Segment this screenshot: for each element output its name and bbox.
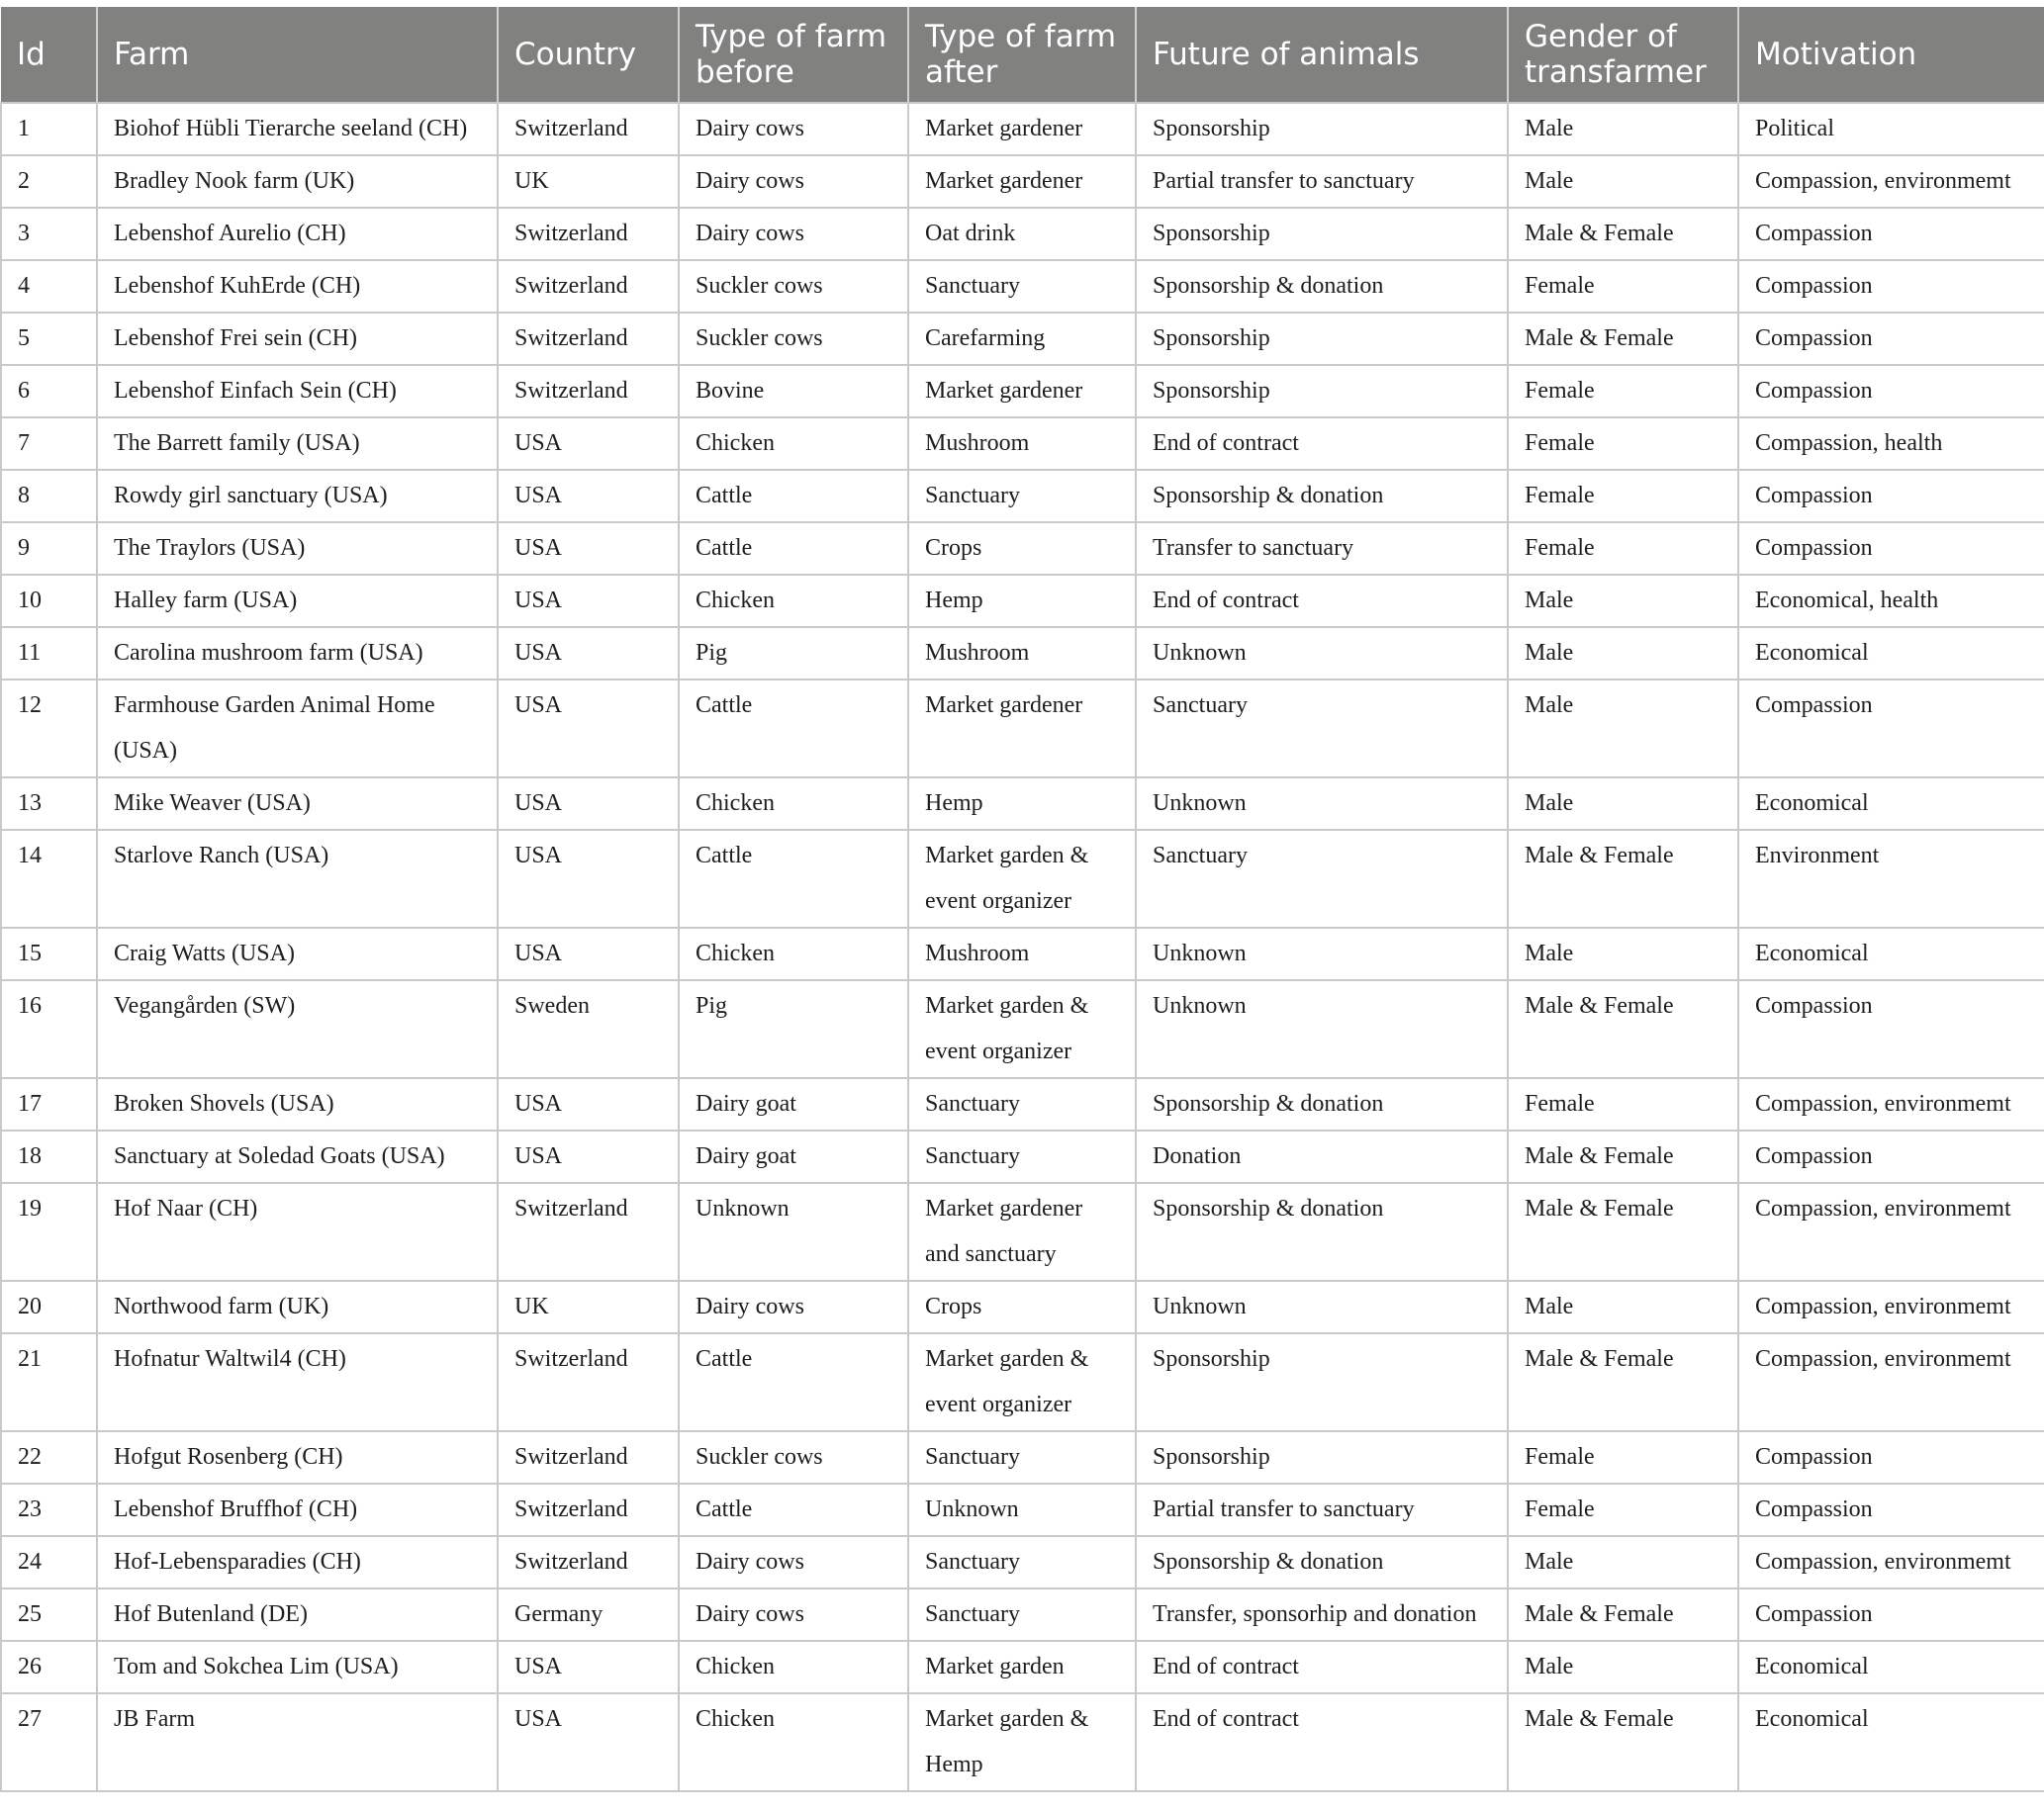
cell-type-after: Market gardener and sanctuary [908, 1183, 1136, 1281]
cell-type-before: Chicken [679, 1693, 908, 1791]
cell-country: USA [498, 417, 679, 470]
table-row [1, 680, 2044, 777]
cell-future-of-animals: Partial transfer to sanctuary [1136, 1484, 1508, 1536]
cell-id: 15 [1, 928, 97, 980]
cell-id: 6 [1, 365, 97, 417]
cell-future-of-animals: Unknown [1136, 928, 1508, 980]
cell-future-of-animals: Sponsorship & donation [1136, 1536, 1508, 1588]
cell-motivation: Compassion [1738, 470, 2044, 522]
cell-id: 8 [1, 470, 97, 522]
table-row [1, 1333, 2044, 1431]
cell-future-of-animals: Sponsorship & donation [1136, 1183, 1508, 1281]
header-row [1, 7, 2044, 103]
cell-future-of-animals: Donation [1136, 1131, 1508, 1183]
cell-type-before: Cattle [679, 680, 908, 777]
cell-id: 17 [1, 1078, 97, 1131]
cell-country: USA [498, 777, 679, 830]
cell-id: 10 [1, 575, 97, 627]
column-header-future-of-animals: Future of animals [1136, 7, 1508, 103]
cell-gender: Male [1508, 103, 1738, 155]
cell-future-of-animals: Partial transfer to sanctuary [1136, 155, 1508, 208]
cell-future-of-animals: Transfer, sponsorhip and donation [1136, 1588, 1508, 1641]
cell-type-before: Dairy cows [679, 208, 908, 260]
cell-type-before: Dairy goat [679, 1078, 908, 1131]
cell-farm: Lebenshof Aurelio (CH) [97, 208, 498, 260]
cell-farm: Tom and Sokchea Lim (USA) [97, 1641, 498, 1693]
cell-type-before: Cattle [679, 1484, 908, 1536]
cell-farm: Hof-Lebensparadies (CH) [97, 1536, 498, 1588]
cell-type-before: Cattle [679, 470, 908, 522]
table-row [1, 208, 2044, 260]
table-row [1, 260, 2044, 313]
cell-id: 20 [1, 1281, 97, 1333]
column-header-id: Id [1, 7, 97, 103]
cell-type-after: Market gardener [908, 155, 1136, 208]
cell-motivation: Compassion [1738, 522, 2044, 575]
cell-motivation: Compassion [1738, 1131, 2044, 1183]
cell-gender: Female [1508, 365, 1738, 417]
cell-motivation: Compassion [1738, 1484, 2044, 1536]
cell-type-before: Cattle [679, 1333, 908, 1431]
cell-farm: Bradley Nook farm (UK) [97, 155, 498, 208]
cell-future-of-animals: Sponsorship & donation [1136, 1078, 1508, 1131]
cell-gender: Female [1508, 260, 1738, 313]
table-row [1, 313, 2044, 365]
table-row [1, 1183, 2044, 1281]
cell-type-after: Carefarming [908, 313, 1136, 365]
cell-country: UK [498, 155, 679, 208]
cell-type-before: Unknown [679, 1183, 908, 1281]
cell-id: 4 [1, 260, 97, 313]
cell-country: Germany [498, 1588, 679, 1641]
cell-motivation: Compassion [1738, 980, 2044, 1078]
cell-type-after: Market gardener [908, 365, 1136, 417]
cell-id: 27 [1, 1693, 97, 1791]
cell-future-of-animals: Sponsorship [1136, 208, 1508, 260]
cell-motivation: Economical [1738, 1641, 2044, 1693]
cell-motivation: Compassion [1738, 1588, 2044, 1641]
cell-farm: Biohof Hübli Tierarche seeland (CH) [97, 103, 498, 155]
table-row [1, 1131, 2044, 1183]
cell-country: USA [498, 627, 679, 680]
cell-id: 7 [1, 417, 97, 470]
cell-farm: Mike Weaver (USA) [97, 777, 498, 830]
cell-type-after: Sanctuary [908, 260, 1136, 313]
cell-type-after: Market gardener [908, 680, 1136, 777]
cell-id: 25 [1, 1588, 97, 1641]
table-row [1, 928, 2044, 980]
cell-farm: Farmhouse Garden Animal Home (USA) [97, 680, 498, 777]
cell-id: 19 [1, 1183, 97, 1281]
cell-future-of-animals: Unknown [1136, 627, 1508, 680]
cell-future-of-animals: Sponsorship [1136, 313, 1508, 365]
cell-type-after: Crops [908, 522, 1136, 575]
cell-type-after: Sanctuary [908, 470, 1136, 522]
cell-farm: Hof Naar (CH) [97, 1183, 498, 1281]
cell-type-after: Market garden & event organizer [908, 1333, 1136, 1431]
cell-farm: The Barrett family (USA) [97, 417, 498, 470]
table-row [1, 103, 2044, 155]
cell-motivation: Compassion [1738, 208, 2044, 260]
cell-type-after: Hemp [908, 575, 1136, 627]
cell-id: 5 [1, 313, 97, 365]
cell-gender: Female [1508, 470, 1738, 522]
cell-country: USA [498, 680, 679, 777]
cell-motivation: Economical, health [1738, 575, 2044, 627]
cell-id: 12 [1, 680, 97, 777]
cell-type-before: Cattle [679, 830, 908, 928]
table-row [1, 155, 2044, 208]
cell-id: 18 [1, 1131, 97, 1183]
table-row [1, 627, 2044, 680]
cell-future-of-animals: Sponsorship & donation [1136, 260, 1508, 313]
cell-type-before: Dairy cows [679, 1281, 908, 1333]
cell-gender: Female [1508, 417, 1738, 470]
cell-farm: Lebenshof Bruffhof (CH) [97, 1484, 498, 1536]
cell-id: 24 [1, 1536, 97, 1588]
cell-future-of-animals: Transfer to sanctuary [1136, 522, 1508, 575]
cell-gender: Male [1508, 575, 1738, 627]
cell-motivation: Environment [1738, 830, 2044, 928]
cell-future-of-animals: Sanctuary [1136, 680, 1508, 777]
cell-country: USA [498, 1131, 679, 1183]
cell-motivation: Economical [1738, 1693, 2044, 1791]
cell-farm: JB Farm [97, 1693, 498, 1791]
cell-motivation: Compassion, environmemt [1738, 1536, 2044, 1588]
cell-type-after: Sanctuary [908, 1131, 1136, 1183]
cell-type-after: Oat drink [908, 208, 1136, 260]
cell-gender: Male & Female [1508, 980, 1738, 1078]
cell-future-of-animals: End of contract [1136, 1693, 1508, 1791]
column-header-type-after: Type of farm after [908, 7, 1136, 103]
cell-type-after: Hemp [908, 777, 1136, 830]
cell-motivation: Political [1738, 103, 2044, 155]
cell-country: USA [498, 470, 679, 522]
cell-type-after: Market garden [908, 1641, 1136, 1693]
cell-country: USA [498, 522, 679, 575]
table-row [1, 470, 2044, 522]
cell-future-of-animals: Sponsorship [1136, 365, 1508, 417]
table-row [1, 365, 2044, 417]
cell-gender: Male & Female [1508, 208, 1738, 260]
cell-motivation: Economical [1738, 777, 2044, 830]
cell-country: Sweden [498, 980, 679, 1078]
cell-country: USA [498, 1078, 679, 1131]
table-row [1, 1078, 2044, 1131]
cell-type-after: Mushroom [908, 417, 1136, 470]
table-row [1, 522, 2044, 575]
table-row [1, 1641, 2044, 1693]
cell-type-before: Dairy cows [679, 1588, 908, 1641]
cell-farm: Rowdy girl sanctuary (USA) [97, 470, 498, 522]
cell-motivation: Economical [1738, 928, 2044, 980]
cell-gender: Male [1508, 777, 1738, 830]
cell-country: Switzerland [498, 260, 679, 313]
cell-farm: Carolina mushroom farm (USA) [97, 627, 498, 680]
cell-motivation: Compassion [1738, 365, 2044, 417]
cell-country: Switzerland [498, 208, 679, 260]
cell-id: 22 [1, 1431, 97, 1484]
cell-farm: Starlove Ranch (USA) [97, 830, 498, 928]
cell-farm: Hof Butenland (DE) [97, 1588, 498, 1641]
cell-motivation: Compassion, environmemt [1738, 1333, 2044, 1431]
table-row [1, 1536, 2044, 1588]
cell-gender: Female [1508, 1431, 1738, 1484]
cell-type-before: Dairy cows [679, 103, 908, 155]
cell-motivation: Compassion, health [1738, 417, 2044, 470]
cell-country: USA [498, 1641, 679, 1693]
column-header-farm: Farm [97, 7, 498, 103]
cell-motivation: Compassion [1738, 680, 2044, 777]
cell-gender: Male & Female [1508, 1693, 1738, 1791]
table-row [1, 575, 2044, 627]
cell-id: 13 [1, 777, 97, 830]
cell-type-after: Market garden & Hemp [908, 1693, 1136, 1791]
cell-future-of-animals: Unknown [1136, 1281, 1508, 1333]
cell-gender: Male & Female [1508, 1183, 1738, 1281]
column-header-country: Country [498, 7, 679, 103]
cell-motivation: Compassion [1738, 1431, 2044, 1484]
cell-gender: Male [1508, 1641, 1738, 1693]
cell-country: USA [498, 830, 679, 928]
cell-type-before: Chicken [679, 928, 908, 980]
cell-country: Switzerland [498, 365, 679, 417]
cell-future-of-animals: End of contract [1136, 417, 1508, 470]
cell-gender: Female [1508, 522, 1738, 575]
cell-gender: Male [1508, 1281, 1738, 1333]
cell-motivation: Compassion, environmemt [1738, 1281, 2044, 1333]
cell-country: Switzerland [498, 1333, 679, 1431]
cell-gender: Female [1508, 1484, 1738, 1536]
cell-type-after: Sanctuary [908, 1536, 1136, 1588]
cell-id: 1 [1, 103, 97, 155]
cell-type-before: Dairy cows [679, 1536, 908, 1588]
cell-motivation: Compassion [1738, 313, 2044, 365]
cell-gender: Male [1508, 928, 1738, 980]
cell-future-of-animals: End of contract [1136, 575, 1508, 627]
table-body [1, 103, 2044, 1791]
cell-type-before: Suckler cows [679, 1431, 908, 1484]
cell-country: Switzerland [498, 1183, 679, 1281]
cell-farm: Hofgut Rosenberg (CH) [97, 1431, 498, 1484]
cell-country: USA [498, 928, 679, 980]
cell-type-before: Suckler cows [679, 313, 908, 365]
cell-gender: Female [1508, 1078, 1738, 1131]
cell-future-of-animals: Sponsorship [1136, 1431, 1508, 1484]
cell-farm: Lebenshof Frei sein (CH) [97, 313, 498, 365]
cell-gender: Male [1508, 1536, 1738, 1588]
cell-country: Switzerland [498, 103, 679, 155]
table-header [1, 7, 2044, 103]
column-header-type-before: Type of farm before [679, 7, 908, 103]
table-row [1, 777, 2044, 830]
cell-type-after: Sanctuary [908, 1588, 1136, 1641]
cell-type-before: Bovine [679, 365, 908, 417]
cell-type-after: Market garden & event organizer [908, 980, 1136, 1078]
cell-type-after: Mushroom [908, 627, 1136, 680]
cell-farm: Craig Watts (USA) [97, 928, 498, 980]
cell-country: Switzerland [498, 1484, 679, 1536]
cell-id: 2 [1, 155, 97, 208]
column-header-motivation: Motivation [1738, 7, 2044, 103]
cell-type-after: Sanctuary [908, 1431, 1136, 1484]
cell-type-before: Chicken [679, 575, 908, 627]
cell-country: USA [498, 1693, 679, 1791]
cell-country: Switzerland [498, 1431, 679, 1484]
cell-type-before: Dairy goat [679, 1131, 908, 1183]
cell-farm: Hofnatur Waltwil4 (CH) [97, 1333, 498, 1431]
cell-type-before: Chicken [679, 777, 908, 830]
cell-farm: Lebenshof Einfach Sein (CH) [97, 365, 498, 417]
cell-gender: Male & Female [1508, 1588, 1738, 1641]
cell-future-of-animals: Sponsorship [1136, 1333, 1508, 1431]
cell-type-after: Mushroom [908, 928, 1136, 980]
cell-gender: Male [1508, 680, 1738, 777]
cell-future-of-animals: Unknown [1136, 980, 1508, 1078]
cell-type-before: Pig [679, 980, 908, 1078]
cell-motivation: Economical [1738, 627, 2044, 680]
table-row [1, 1693, 2044, 1791]
cell-motivation: Compassion, environmemt [1738, 1183, 2044, 1281]
cell-id: 14 [1, 830, 97, 928]
cell-id: 11 [1, 627, 97, 680]
cell-type-after: Market garden & event organizer [908, 830, 1136, 928]
cell-gender: Male & Female [1508, 1131, 1738, 1183]
cell-gender: Male & Female [1508, 830, 1738, 928]
cell-type-before: Dairy cows [679, 155, 908, 208]
cell-future-of-animals: Sponsorship & donation [1136, 470, 1508, 522]
cell-farm: The Traylors (USA) [97, 522, 498, 575]
cell-future-of-animals: Sanctuary [1136, 830, 1508, 928]
cell-motivation: Compassion [1738, 260, 2044, 313]
cell-type-after: Market gardener [908, 103, 1136, 155]
cell-id: 3 [1, 208, 97, 260]
cell-type-before: Cattle [679, 522, 908, 575]
cell-id: 23 [1, 1484, 97, 1536]
cell-future-of-animals: Sponsorship [1136, 103, 1508, 155]
table-row [1, 830, 2044, 928]
table-row [1, 1431, 2044, 1484]
cell-id: 9 [1, 522, 97, 575]
table-row [1, 1588, 2044, 1641]
cell-farm: Vegangården (SW) [97, 980, 498, 1078]
cell-type-after: Crops [908, 1281, 1136, 1333]
table-row [1, 980, 2044, 1078]
cell-gender: Male & Female [1508, 313, 1738, 365]
cell-gender: Male [1508, 627, 1738, 680]
table-row [1, 1484, 2044, 1536]
farms-table [0, 7, 2044, 1792]
cell-id: 26 [1, 1641, 97, 1693]
cell-type-after: Sanctuary [908, 1078, 1136, 1131]
cell-farm: Halley farm (USA) [97, 575, 498, 627]
cell-future-of-animals: End of contract [1136, 1641, 1508, 1693]
cell-type-after: Unknown [908, 1484, 1136, 1536]
cell-country: Switzerland [498, 313, 679, 365]
cell-farm: Broken Shovels (USA) [97, 1078, 498, 1131]
cell-type-before: Chicken [679, 1641, 908, 1693]
table-row [1, 1281, 2044, 1333]
cell-type-before: Suckler cows [679, 260, 908, 313]
cell-country: Switzerland [498, 1536, 679, 1588]
cell-type-before: Chicken [679, 417, 908, 470]
cell-gender: Male [1508, 155, 1738, 208]
table-row [1, 417, 2044, 470]
cell-farm: Lebenshof KuhErde (CH) [97, 260, 498, 313]
column-header-gender: Gender of transfarmer [1508, 7, 1738, 103]
cell-id: 21 [1, 1333, 97, 1431]
cell-gender: Male & Female [1508, 1333, 1738, 1431]
cell-motivation: Compassion, environmemt [1738, 155, 2044, 208]
cell-future-of-animals: Unknown [1136, 777, 1508, 830]
cell-farm: Sanctuary at Soledad Goats (USA) [97, 1131, 498, 1183]
cell-type-before: Pig [679, 627, 908, 680]
cell-country: USA [498, 575, 679, 627]
cell-motivation: Compassion, environmemt [1738, 1078, 2044, 1131]
cell-id: 16 [1, 980, 97, 1078]
cell-country: UK [498, 1281, 679, 1333]
cell-farm: Northwood farm (UK) [97, 1281, 498, 1333]
